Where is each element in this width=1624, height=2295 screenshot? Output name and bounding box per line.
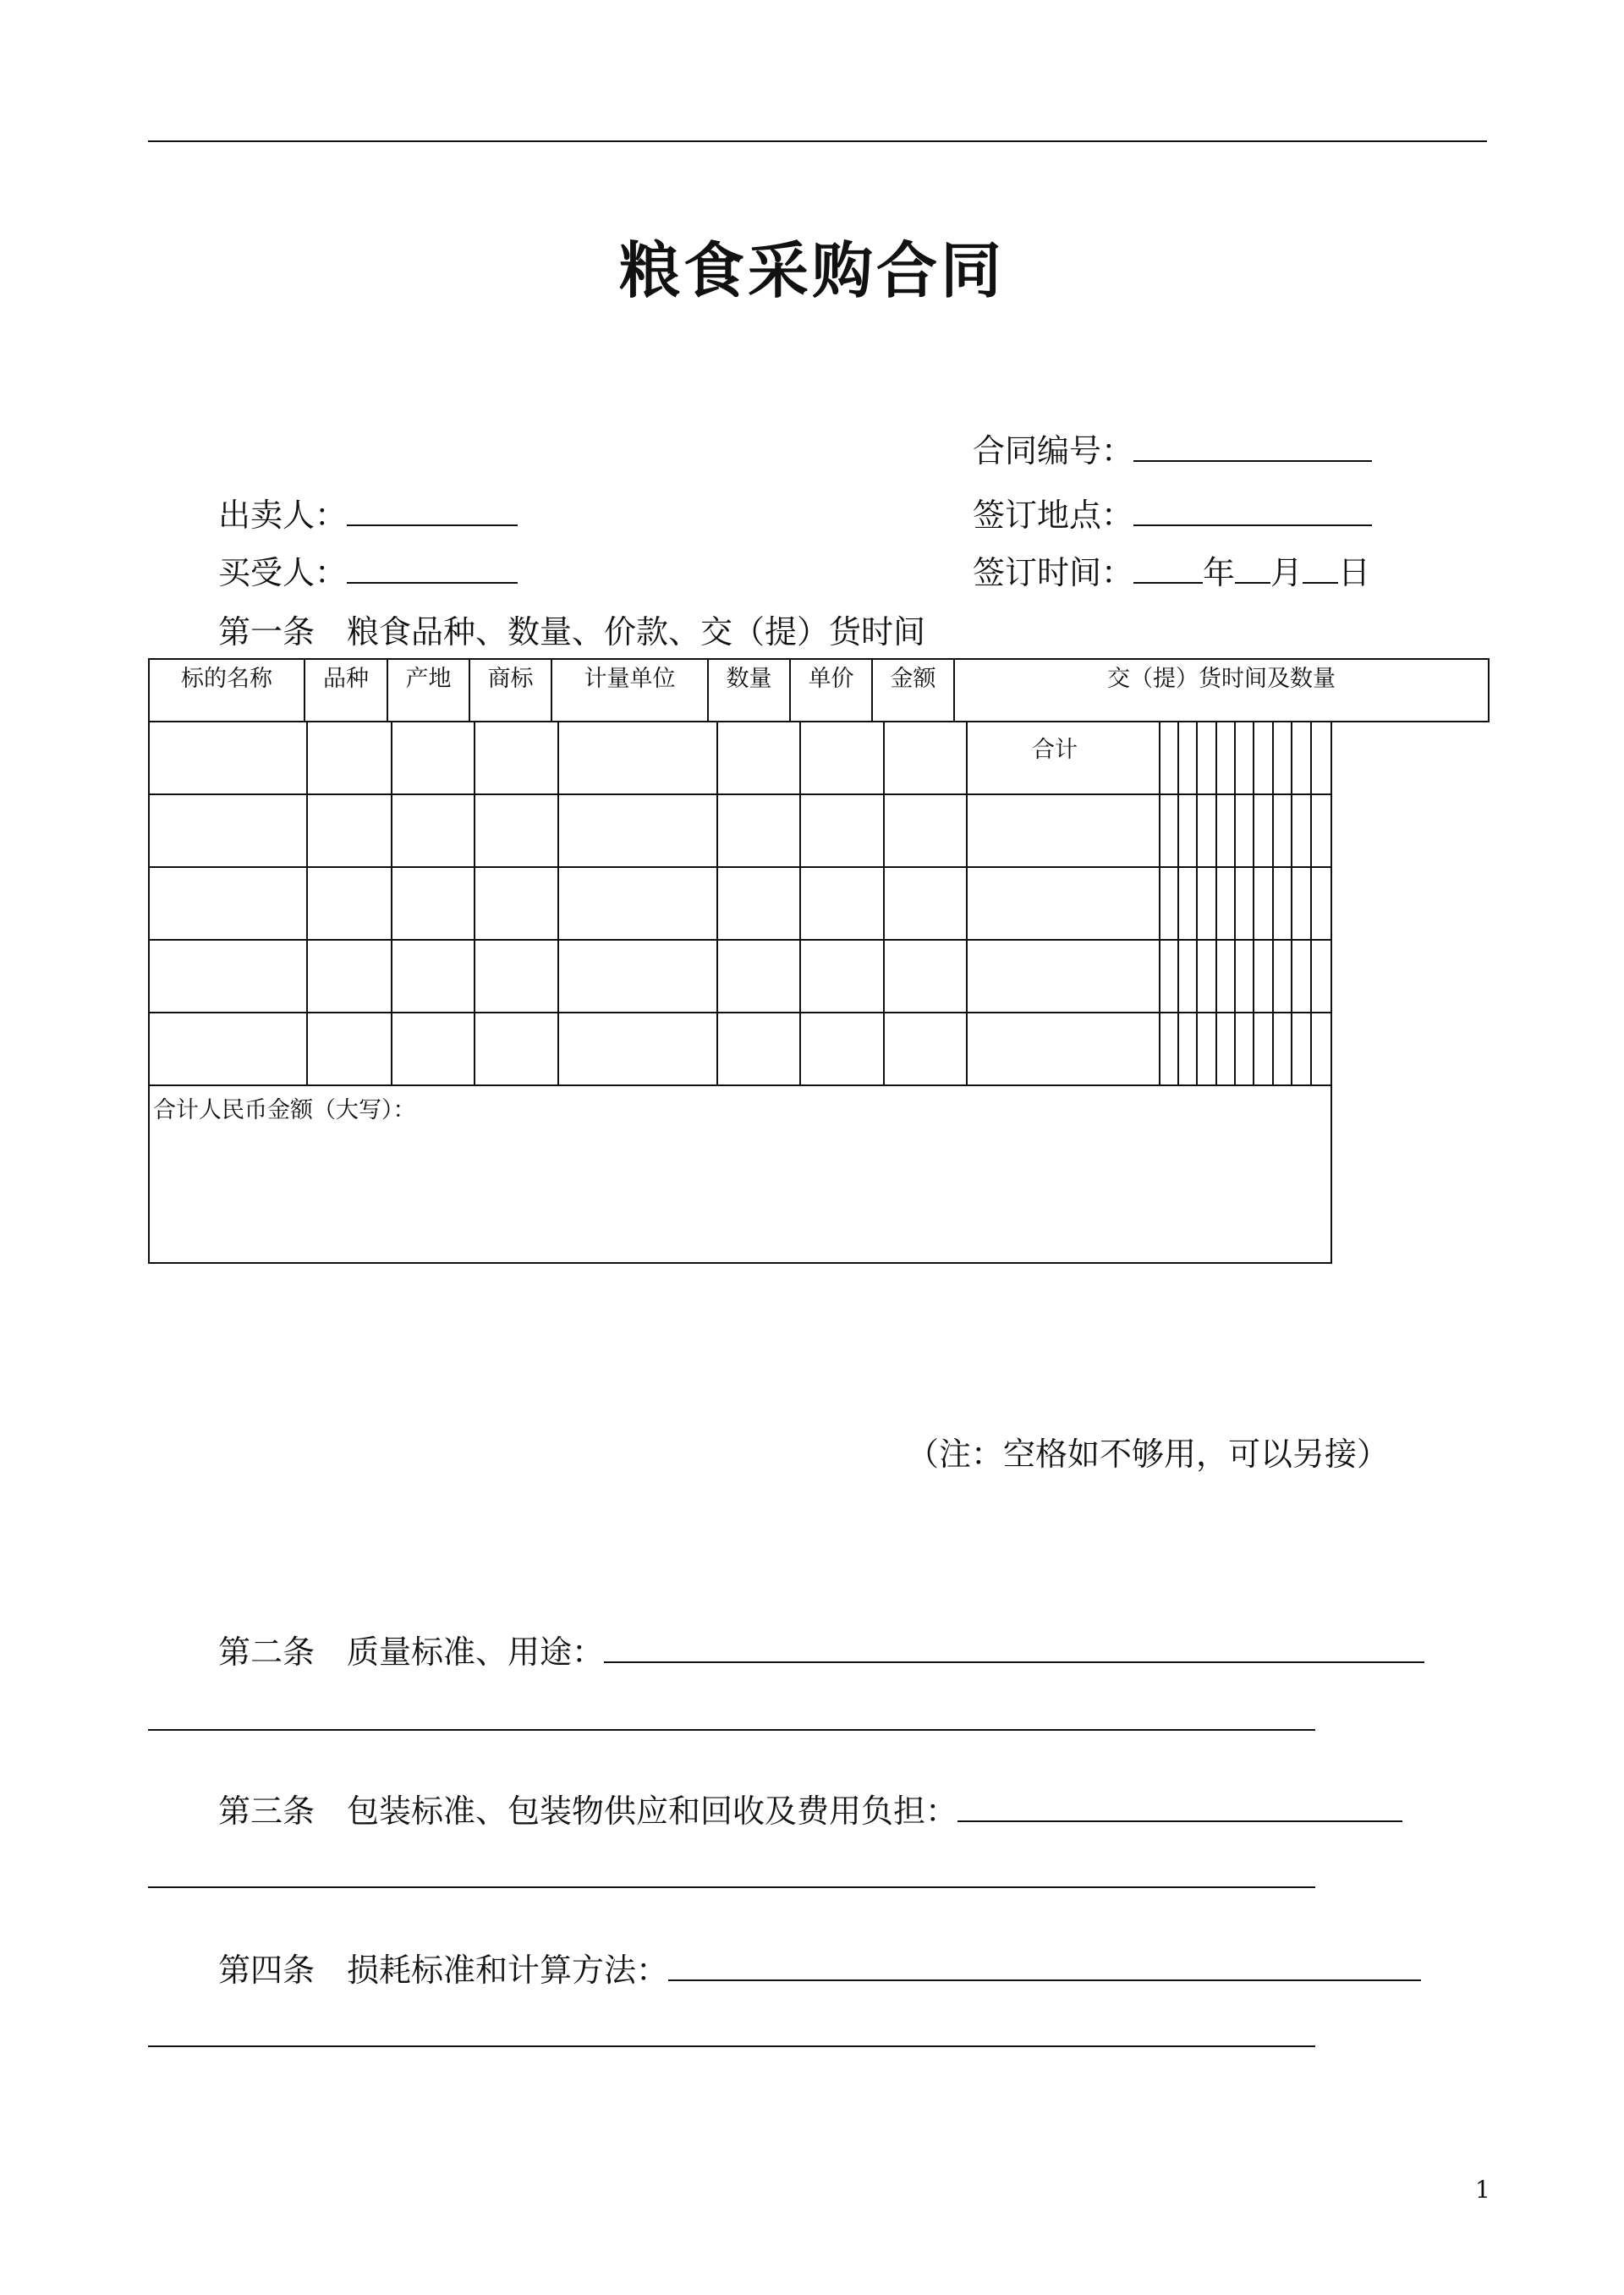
- table-cell[interactable]: [149, 794, 307, 867]
- table-cell[interactable]: [1178, 940, 1197, 1013]
- year-label: 年: [1203, 554, 1236, 591]
- table-cell[interactable]: [1254, 867, 1272, 940]
- table-cell[interactable]: [149, 940, 307, 1013]
- table-cell[interactable]: [1216, 940, 1235, 1013]
- total-amount-cell[interactable]: [149, 1085, 1331, 1263]
- table-cell[interactable]: [717, 940, 801, 1013]
- day-blank[interactable]: [1303, 553, 1338, 584]
- table-cell[interactable]: [800, 1013, 884, 1085]
- table-cell[interactable]: [392, 1013, 475, 1085]
- table-cell[interactable]: [1178, 794, 1197, 867]
- total-amount-label: 合计人民币金额（大写）：: [153, 1097, 416, 1123]
- sign-time-field[interactable]: [973, 553, 1370, 592]
- table-cell[interactable]: [149, 722, 307, 794]
- table-cell[interactable]: [149, 867, 307, 940]
- article-3-continuation-line[interactable]: [148, 1886, 1315, 1888]
- table-cell[interactable]: [800, 794, 884, 867]
- sum-cell[interactable]: [967, 722, 1160, 794]
- sign-time-label: 签订时间：: [973, 554, 1134, 591]
- table-cell[interactable]: [1311, 867, 1331, 940]
- table-cell[interactable]: [1160, 1013, 1178, 1085]
- article-4-blank[interactable]: [668, 1951, 1421, 1981]
- table-cell[interactable]: [1235, 722, 1254, 794]
- table-cell[interactable]: [475, 867, 558, 940]
- article-2-field[interactable]: [218, 1633, 1424, 1672]
- table-cell[interactable]: [1254, 794, 1272, 867]
- sum-label: 合计: [1031, 737, 1078, 763]
- sign-place-blank[interactable]: [1133, 496, 1372, 526]
- table-cell[interactable]: [1273, 1013, 1292, 1085]
- table-cell[interactable]: [1178, 722, 1197, 794]
- header-cell: 金额: [872, 659, 954, 722]
- table-cell[interactable]: [1160, 940, 1178, 1013]
- header-rule: [148, 140, 1487, 142]
- table-cell[interactable]: [307, 722, 392, 794]
- table-cell[interactable]: [717, 867, 801, 940]
- header-cell: 数量: [708, 659, 790, 722]
- table-cell[interactable]: [1254, 940, 1272, 1013]
- sign-place-label: 签订地点：: [973, 497, 1134, 534]
- table-cell[interactable]: [558, 867, 717, 940]
- table-cell[interactable]: [558, 940, 717, 1013]
- month-label: 月: [1270, 554, 1303, 591]
- table-cell[interactable]: [967, 794, 1160, 867]
- article-2-continuation-line[interactable]: [148, 1729, 1315, 1731]
- table-cell[interactable]: [884, 1013, 968, 1085]
- table-cell[interactable]: [1216, 867, 1235, 940]
- table-cell[interactable]: [1197, 722, 1215, 794]
- article-2-blank[interactable]: [604, 1633, 1424, 1663]
- table-cell[interactable]: [1197, 1013, 1215, 1085]
- article-3-field[interactable]: [218, 1792, 1402, 1831]
- month-blank[interactable]: [1235, 553, 1270, 584]
- sign-place-field[interactable]: [973, 496, 1372, 535]
- table-cell[interactable]: [1311, 940, 1331, 1013]
- table-cell[interactable]: [1292, 722, 1310, 794]
- table-cell[interactable]: [967, 867, 1160, 940]
- day-label: 日: [1338, 554, 1371, 591]
- table-cell[interactable]: [1273, 794, 1292, 867]
- table-cell[interactable]: [1273, 867, 1292, 940]
- table-cell[interactable]: [558, 1013, 717, 1085]
- header-cell: 商标: [469, 659, 551, 722]
- table-cell[interactable]: [1311, 722, 1331, 794]
- article-3-label: 第三条 包装标准、包装物供应和回收及费用负担：: [218, 1793, 958, 1830]
- table-cell[interactable]: [1235, 794, 1254, 867]
- table-cell[interactable]: [884, 722, 968, 794]
- table-cell[interactable]: [149, 1013, 307, 1085]
- table-cell[interactable]: [1254, 1013, 1272, 1085]
- table-cell[interactable]: [558, 794, 717, 867]
- header-cell: 标的名称: [149, 659, 304, 722]
- table-cell[interactable]: [717, 722, 801, 794]
- table-cell[interactable]: [717, 1013, 801, 1085]
- table-cell[interactable]: [1178, 1013, 1197, 1085]
- header-cell: 计量单位: [551, 659, 708, 722]
- article-4-field[interactable]: [218, 1951, 1421, 1990]
- table-cell[interactable]: [475, 1013, 558, 1085]
- seller-field[interactable]: [218, 496, 518, 535]
- table-cell[interactable]: [475, 940, 558, 1013]
- contract-no-blank[interactable]: [1133, 431, 1372, 462]
- table-cell[interactable]: [1273, 722, 1292, 794]
- table-cell[interactable]: [307, 1013, 392, 1085]
- table-cell[interactable]: [1178, 867, 1197, 940]
- note-text: （注：空格如不够用，可以另接）: [907, 1436, 1390, 1473]
- table-cell[interactable]: [307, 867, 392, 940]
- table-cell[interactable]: [392, 940, 475, 1013]
- goods-table-body: [148, 721, 1332, 1264]
- table-cell[interactable]: [800, 940, 884, 1013]
- table-cell[interactable]: [307, 794, 392, 867]
- table-cell[interactable]: [392, 794, 475, 867]
- year-blank[interactable]: [1133, 553, 1203, 584]
- header-cell: 品种: [304, 659, 387, 722]
- table-cell[interactable]: [1254, 722, 1272, 794]
- table-cell[interactable]: [1160, 867, 1178, 940]
- table-cell[interactable]: [717, 794, 801, 867]
- table-cell[interactable]: [1216, 794, 1235, 867]
- table-cell[interactable]: [1160, 722, 1178, 794]
- table-cell[interactable]: [1160, 794, 1178, 867]
- table-cell[interactable]: [1197, 940, 1215, 1013]
- header-cell: 产地: [387, 659, 469, 722]
- table-cell[interactable]: [1197, 794, 1215, 867]
- table-cell[interactable]: [884, 940, 968, 1013]
- table-cell[interactable]: [1292, 940, 1310, 1013]
- goods-table-header: [148, 658, 1490, 722]
- table-cell[interactable]: [392, 867, 475, 940]
- table-cell[interactable]: [1292, 867, 1310, 940]
- table-cell[interactable]: [1235, 1013, 1254, 1085]
- table-cell[interactable]: [884, 867, 968, 940]
- contract-no-field[interactable]: [973, 431, 1372, 470]
- table-cell[interactable]: [800, 722, 884, 794]
- table-cell[interactable]: [475, 722, 558, 794]
- table-cell[interactable]: [967, 940, 1160, 1013]
- table-cell[interactable]: [558, 722, 717, 794]
- article-2-label: 第二条 质量标准、用途：: [218, 1633, 605, 1671]
- article-4-continuation-line[interactable]: [148, 2045, 1315, 2047]
- table-cell[interactable]: [800, 867, 884, 940]
- page-number: 1: [1475, 2176, 1490, 2204]
- header-cell: 交（提）货时间及数量: [954, 659, 1489, 722]
- table-cell[interactable]: [1292, 1013, 1310, 1085]
- table-cell[interactable]: [307, 940, 392, 1013]
- table-cell[interactable]: [1197, 867, 1215, 940]
- article-4-label: 第四条 损耗标准和计算方法：: [218, 1952, 669, 1989]
- contract-no-label: 合同编号：: [973, 432, 1134, 469]
- buyer-label: 买受人：: [218, 554, 348, 591]
- table-cell[interactable]: [475, 794, 558, 867]
- table-cell[interactable]: [967, 1013, 1160, 1085]
- table-cell[interactable]: [1235, 867, 1254, 940]
- buyer-field[interactable]: [218, 553, 518, 592]
- table-cell[interactable]: [1311, 794, 1331, 867]
- table-cell[interactable]: [1216, 1013, 1235, 1085]
- buyer-blank[interactable]: [347, 553, 518, 584]
- table-cell[interactable]: [1311, 1013, 1331, 1085]
- table-cell[interactable]: [1235, 940, 1254, 1013]
- article-3-blank[interactable]: [957, 1792, 1402, 1822]
- page-title: 粮食采购合同: [618, 234, 1005, 306]
- table-cell[interactable]: [884, 794, 968, 867]
- article-1-heading: 第一条 粮食品种、数量、价款、交（提）货时间: [218, 613, 926, 651]
- header-cell: 单价: [790, 659, 872, 722]
- seller-label: 出卖人：: [218, 497, 348, 534]
- seller-blank[interactable]: [347, 496, 518, 526]
- table-cell[interactable]: [1292, 794, 1310, 867]
- table-cell[interactable]: [1273, 940, 1292, 1013]
- table-cell[interactable]: [1216, 722, 1235, 794]
- table-cell[interactable]: [392, 722, 475, 794]
